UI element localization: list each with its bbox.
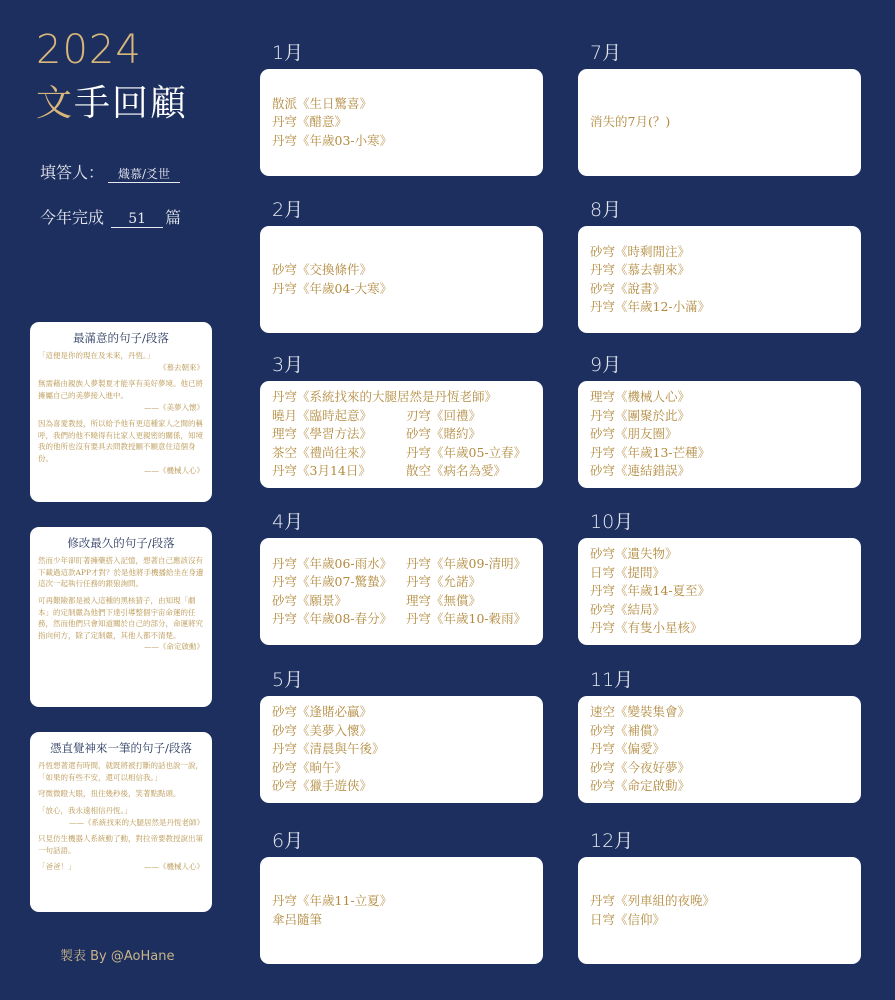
- quote-source: ——《美夢入懷》: [144, 402, 204, 412]
- month-card: [578, 538, 861, 645]
- completed-number: 51: [111, 211, 163, 228]
- month-card: [578, 857, 861, 964]
- work-title: 丹穹《年歲13-芒種》: [590, 444, 711, 460]
- entry-line: [272, 132, 531, 151]
- entry-line: [590, 545, 849, 564]
- work-title: 丹穹《慕去朝來》: [590, 262, 691, 277]
- work-title: 曉月《臨時起意》: [272, 407, 373, 423]
- work-title: 砂穹《說書》: [590, 280, 666, 296]
- entry-line: [272, 892, 531, 911]
- respondent-name: 熾慕/爻世: [108, 165, 180, 183]
- work-title: 丹穹《年歲08-春分》: [272, 611, 393, 626]
- month-card: [260, 696, 543, 803]
- month-card: [260, 538, 543, 645]
- entry-line: [272, 113, 531, 132]
- entry-line: [590, 619, 849, 638]
- work-title: 丹穹《年歲04-大寒》: [272, 280, 393, 296]
- work-title: 丹穹《3月14日》: [272, 463, 371, 479]
- work-title: 丹穹《列車組的夜晚》: [590, 893, 716, 908]
- respondent: [40, 160, 180, 183]
- title-first-char: 文: [36, 83, 75, 124]
- work-title: 砂穹《賭約》: [406, 426, 482, 442]
- entry-line: [590, 298, 849, 317]
- month-label: 5月: [272, 669, 304, 691]
- work-title: 丹穹《年歲07-驚蟄》: [272, 574, 393, 589]
- favorite-sentence-card: [30, 322, 212, 502]
- work-title: 理穹《機械人心》: [590, 389, 691, 405]
- entry-line: [590, 911, 849, 930]
- completed-prefix: 今年完成: [40, 208, 105, 227]
- entry-line: [272, 592, 531, 611]
- quote-source: ——《機械人心》: [144, 862, 204, 872]
- entry-line: [272, 280, 531, 299]
- inspired-sentence-card: [30, 732, 212, 912]
- entry-line: [590, 444, 849, 463]
- entry-line: [272, 573, 531, 592]
- work-title: 消失的7月(？): [590, 114, 671, 130]
- entry-line: [590, 388, 849, 407]
- quote: 可再艱險都是被入這種的黑核猜子，由知現「劇本」的定制嚴為他們下達引導整個宇宙命運的任務，然而他們只會知道關於自己的部分，命運將究指向何方，除了定制嚴，其他人都不清楚。 ——《命定啟動》: [38, 595, 204, 652]
- entry-line: [590, 462, 849, 481]
- work-title: 丹穹《年歲10-穀雨》: [406, 611, 527, 626]
- quote-source: ——《命定啟動》: [144, 642, 204, 652]
- month-label: 7月: [590, 42, 622, 64]
- entry-line: [590, 407, 849, 426]
- month-label: 11月: [590, 669, 634, 691]
- work-title: 散派《生日驚喜》: [272, 95, 373, 111]
- work-title: 速空《變裝集會》: [590, 704, 691, 720]
- month-label: 4月: [272, 511, 304, 533]
- work-title: 丹穹《醋意》: [272, 114, 348, 130]
- month-label: 12月: [590, 830, 634, 852]
- entry-line: [590, 722, 849, 741]
- work-title: 丹穹《偏愛》: [590, 741, 666, 757]
- entry-line: [272, 911, 531, 930]
- left-panel: [0, 0, 240, 1000]
- work-title: 丹穹《年歲05-立春》: [406, 444, 527, 460]
- entry-line: [590, 243, 849, 262]
- entry-line: [272, 462, 531, 481]
- completed-count: [40, 205, 181, 228]
- work-title: 砂穹《晌午》: [272, 759, 348, 775]
- month-label: 6月: [272, 830, 304, 852]
- quote: 只見仿生機器人系統動了動，對拉帝要教授說出第一句話語。: [38, 834, 203, 855]
- month-label: 10月: [590, 511, 634, 533]
- title-rest: 手回顧: [74, 83, 189, 124]
- work-title: 砂穹《時剩閒注》: [590, 243, 691, 259]
- entry-line: [590, 261, 849, 280]
- quote-source: ——《機械人心》: [144, 465, 204, 475]
- card-heading: 憑直覺神來一筆的句子/段落: [50, 741, 192, 755]
- month-card: [578, 226, 861, 333]
- work-title: 丹穹《年歲14-夏至》: [590, 583, 711, 599]
- entry-line: [590, 740, 849, 759]
- entry-line: [272, 703, 531, 722]
- entry-line: [590, 892, 849, 911]
- work-title: 丹穹《清晨與午後》: [272, 741, 385, 757]
- month-card: [578, 69, 861, 176]
- work-title: 理穹《學習方法》: [272, 426, 373, 442]
- year-heading: 2024: [36, 27, 142, 73]
- entry-line: [590, 703, 849, 722]
- quote: 穹微微瞪大眼，扭住幾秒後，笑著點點頭。: [38, 789, 181, 799]
- entry-line: [272, 388, 531, 407]
- work-title: 理穹《無償》: [406, 592, 482, 608]
- entry-line: [590, 280, 849, 299]
- work-title: 丹穹《團聚於此》: [590, 407, 691, 423]
- work-title: 茶空《禮尚往來》: [272, 444, 373, 460]
- month-label: 3月: [272, 354, 304, 376]
- work-title: 砂穹《逢賭必贏》: [272, 704, 373, 720]
- month-card: [260, 381, 543, 488]
- quote: 「爸爸！」 ——《機械人心》: [38, 862, 204, 872]
- work-title: 砂穹《美夢入懷》: [272, 722, 373, 738]
- entry-line: [272, 759, 531, 778]
- work-title: 傘呂隨筆: [272, 911, 323, 927]
- work-title: 砂穹《朋友圈》: [590, 426, 678, 442]
- entry-line: [272, 425, 531, 444]
- entry-line: [272, 722, 531, 741]
- entry-line: [272, 261, 531, 280]
- work-title: 砂穹《遺失物》: [590, 546, 678, 562]
- quote-source: ——《系統找來的大腿居然是丹恆老師》: [69, 817, 204, 827]
- page-title: [36, 83, 189, 124]
- longest-revised-card: [30, 527, 212, 707]
- work-title: 日穹《信仰》: [590, 911, 666, 927]
- month-label: 1月: [272, 42, 304, 64]
- entry-line: [590, 601, 849, 620]
- work-title: 丹穹《年歲12-小滿》: [590, 299, 711, 314]
- work-title: 丹穹《年歲06-雨水》: [272, 555, 393, 571]
- month-label: 2月: [272, 199, 304, 221]
- month-card: [260, 857, 543, 964]
- work-title: 日穹《提問》: [590, 564, 666, 580]
- work-title: 砂穹《補償》: [590, 722, 666, 738]
- quote: 「放心，我永遠相信丹恆。」 ——《系統找來的大腿居然是丹恆老師》: [38, 805, 204, 827]
- month-card: [578, 381, 861, 488]
- entry-line: [272, 740, 531, 759]
- month-label: 9月: [590, 354, 622, 376]
- work-title: 砂穹《結局》: [590, 601, 666, 617]
- work-title: 丹穹《年歲09-清明》: [406, 555, 527, 571]
- quote-source: 《慕去朝來》: [159, 362, 204, 372]
- work-title: 砂穹《獵手遊俠》: [272, 778, 373, 794]
- quote: 然而少年卻盯著擁藥搭入記憶，想著自己應該沒有下載過這款APP才對？於是他將手機播給坐在身邊這次一起執行任務的銀狼詢問。: [38, 556, 204, 589]
- entry-line: [590, 564, 849, 583]
- entry-line: [590, 425, 849, 444]
- entry-line: [590, 582, 849, 601]
- month-label: 8月: [590, 199, 622, 221]
- entry-line: [272, 407, 531, 426]
- work-title: 砂穹《交換條件》: [272, 262, 373, 277]
- card-heading: 最滿意的句子/段落: [73, 331, 169, 345]
- work-title: 丹穹《允諾》: [406, 574, 482, 589]
- entry-line: [590, 777, 849, 796]
- entry-line: [272, 555, 531, 574]
- work-title: 丹穹《年歲03-小寒》: [272, 132, 393, 148]
- entry-line: [272, 777, 531, 796]
- work-title: 散空《病名為愛》: [406, 463, 507, 479]
- month-card: [578, 696, 861, 803]
- work-title: 丹穹《系統找來的大腿居然是丹恆老師》: [272, 389, 498, 405]
- quote: 因為喜愛教授，所以給予他有更這種家人之間的稱呼，我們的他不曉得有比家人更親密的關係，知境我的他所也沒有要具去問教授願不願意住這個身份。 ——《機械人心》: [38, 419, 204, 475]
- month-card: [260, 226, 543, 333]
- quote: 「這便是你的現在及未來，丹恆。」 《慕去朝來》: [38, 351, 204, 372]
- quote: 丹恆想著還有時間，就既將被打斷的話也說一說，「如果的有些不安，還可以相信我。」: [38, 761, 203, 782]
- work-title: 丹穹《年歲11-立夏》: [272, 893, 393, 908]
- work-title: 砂穹《今夜好夢》: [590, 759, 691, 775]
- entry-line: [590, 759, 849, 778]
- work-title: 刃穹《回禮》: [406, 407, 482, 423]
- work-title: 砂穹《連結錯誤》: [590, 463, 691, 479]
- footer-credit: 製表 By @AoHane: [60, 949, 175, 964]
- work-title: 丹穹《有隻小星核》: [590, 620, 703, 636]
- entry-line: [272, 95, 531, 114]
- quote: 無需藉由親族人夢製夏才能享有美好夢境。他已將擁屬自己的美夢接入進中。 ——《美夢入懷》: [38, 379, 204, 412]
- work-title: 砂穹《願景》: [272, 592, 348, 608]
- work-title: 砂穹《命定啟動》: [590, 778, 691, 794]
- respondent-label: 填答人：: [40, 163, 105, 182]
- entry-line: [590, 113, 849, 132]
- entry-line: [272, 444, 531, 463]
- card-heading: 修改最久的句子/段落: [67, 536, 175, 550]
- entry-line: [272, 610, 531, 629]
- completed-suffix: 篇: [165, 208, 182, 227]
- month-card: [260, 69, 543, 176]
